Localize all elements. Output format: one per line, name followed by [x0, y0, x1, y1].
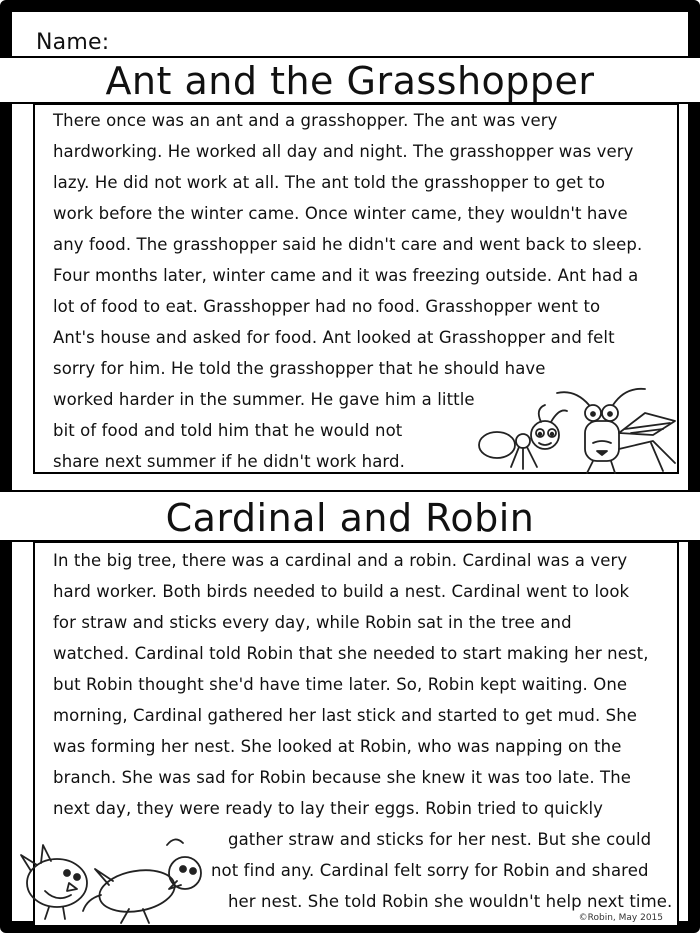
- story1-line: Ant's house and asked for food. Ant looked at Grasshopper and felt: [53, 328, 615, 347]
- story2-line: for straw and sticks every day, while Robin sat in the tree and: [53, 613, 572, 632]
- story1-line: lot of food to eat. Grasshopper had no food. Grasshopper went to: [53, 297, 601, 316]
- story1-line: There once was an ant and a grasshopper. The ant was very: [53, 111, 558, 130]
- two-birds-icon: [17, 821, 217, 925]
- story2-line: gather straw and sticks for her nest. But she could: [228, 830, 652, 849]
- story2-title-band: [0, 490, 700, 542]
- story1-title: Ant and the Grasshopper: [105, 59, 595, 103]
- story2-line: hard worker. Both birds needed to build a nest. Cardinal went to look: [53, 582, 630, 601]
- story1-title-band: [0, 56, 700, 104]
- story1-line: share next summer if he didn't work hard.: [53, 452, 405, 471]
- story2-line: In the big tree, there was a cardinal and a robin. Cardinal was a very: [53, 551, 628, 570]
- story2-line: was forming her nest. She looked at Robin, who was napping on the: [53, 737, 622, 756]
- story2-title: Cardinal and Robin: [165, 496, 535, 540]
- name-label: Name:: [36, 30, 110, 55]
- story1-line: any food. The grasshopper said he didn't care and went back to sleep.: [53, 235, 643, 254]
- story2-line: but Robin thought she'd have time later. So, Robin kept waiting. One: [53, 675, 628, 694]
- story2-line: not find any. Cardinal felt sorry for Robin and shared: [211, 861, 649, 880]
- story2-text-box: [33, 541, 679, 925]
- story1-text-box: [33, 103, 679, 474]
- story1-line: sorry for him. He told the grasshopper that he should have: [53, 359, 546, 378]
- story1-line: hardworking. He worked all day and night. The grasshopper was very: [53, 142, 634, 161]
- story2-line: branch. She was sad for Robin because she knew it was too late. The: [53, 768, 632, 787]
- story1-line: Four months later, winter came and it was freezing outside. Ant had a: [53, 266, 639, 285]
- story2-line: watched. Cardinal told Robin that she needed to start making her nest,: [53, 644, 649, 663]
- story1-line: worked harder in the summer. He gave him a little: [53, 390, 475, 409]
- story2-line: her nest. She told Robin she wouldn't help next time.: [228, 892, 673, 911]
- story2-line: next day, they were ready to lay their eggs. Robin tried to quickly: [53, 799, 604, 818]
- story1-line: work before the winter came. Once winter came, they wouldn't have: [53, 204, 628, 223]
- copyright-credit: ©Robin, May 2015: [578, 913, 663, 923]
- story1-line: lazy. He did not work at all. The ant told the grasshopper to get to: [53, 173, 606, 192]
- ant-and-grasshopper-icon: [475, 383, 680, 475]
- story1-line: bit of food and told him that he would not: [53, 421, 403, 440]
- story2-line: morning, Cardinal gathered her last stick and started to get mud. She: [53, 706, 638, 725]
